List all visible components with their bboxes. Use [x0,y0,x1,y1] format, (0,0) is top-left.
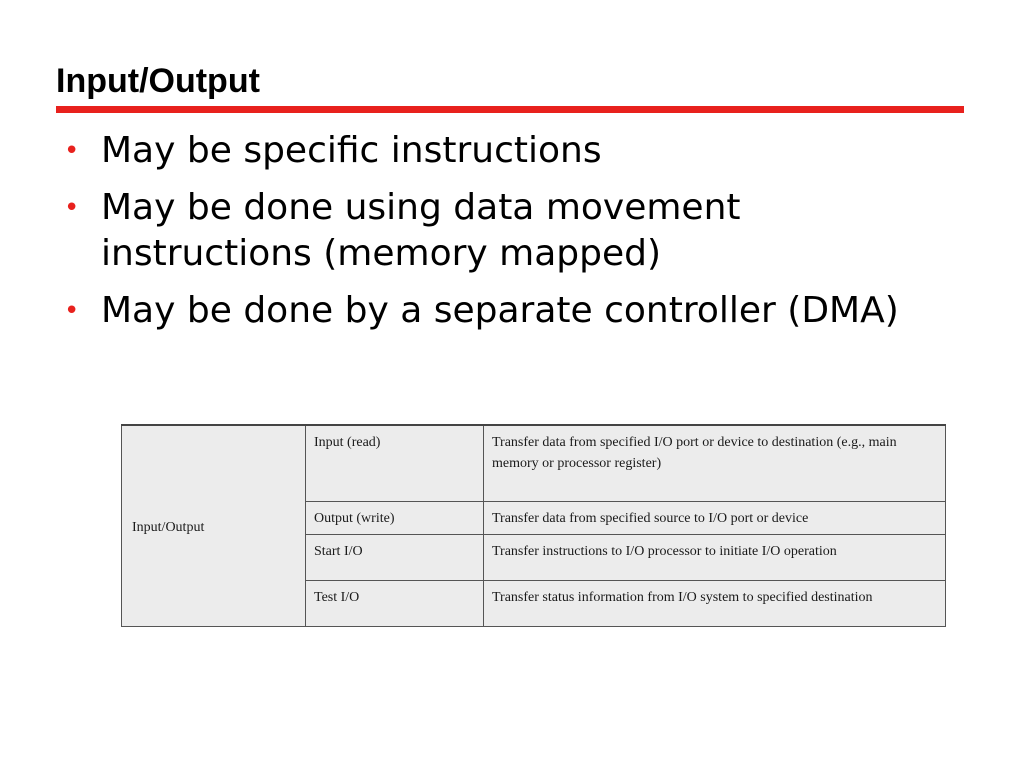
bullet-marker: • [64,193,80,223]
operation-cell: Start I/O [306,535,484,581]
operation-cell: Output (write) [306,502,484,535]
description-cell: Transfer data from specified source to I/O port or device [484,502,946,535]
bullet-marker: • [64,136,80,166]
description-cell: Transfer status information from I/O system to specified destination [484,581,946,627]
bullet-item [60,185,940,277]
bullet-marker: • [64,296,80,326]
bullet-text: May be done by a separate controller (DMA) [101,290,899,331]
bullet-item [60,288,940,334]
slide-title: Input/Output [56,62,260,100]
operation-cell: Test I/O [306,581,484,627]
description-cell: Transfer data from specified I/O port or device to destination (e.g., main memory or processor register) [484,425,946,502]
title-underline [56,106,964,113]
category-cell: Input/Output [122,425,306,627]
bullet-item [60,128,940,174]
description-cell: Transfer instructions to I/O processor to initiate I/O operation [484,535,946,581]
operation-cell: Input (read) [306,425,484,502]
bullet-text: May be specific instructions [101,130,602,171]
bullet-list [60,128,940,345]
table-row [122,425,946,502]
io-operations-table [121,424,946,627]
bullet-text: May be done using data movement instructions (memory mapped) [101,187,741,274]
